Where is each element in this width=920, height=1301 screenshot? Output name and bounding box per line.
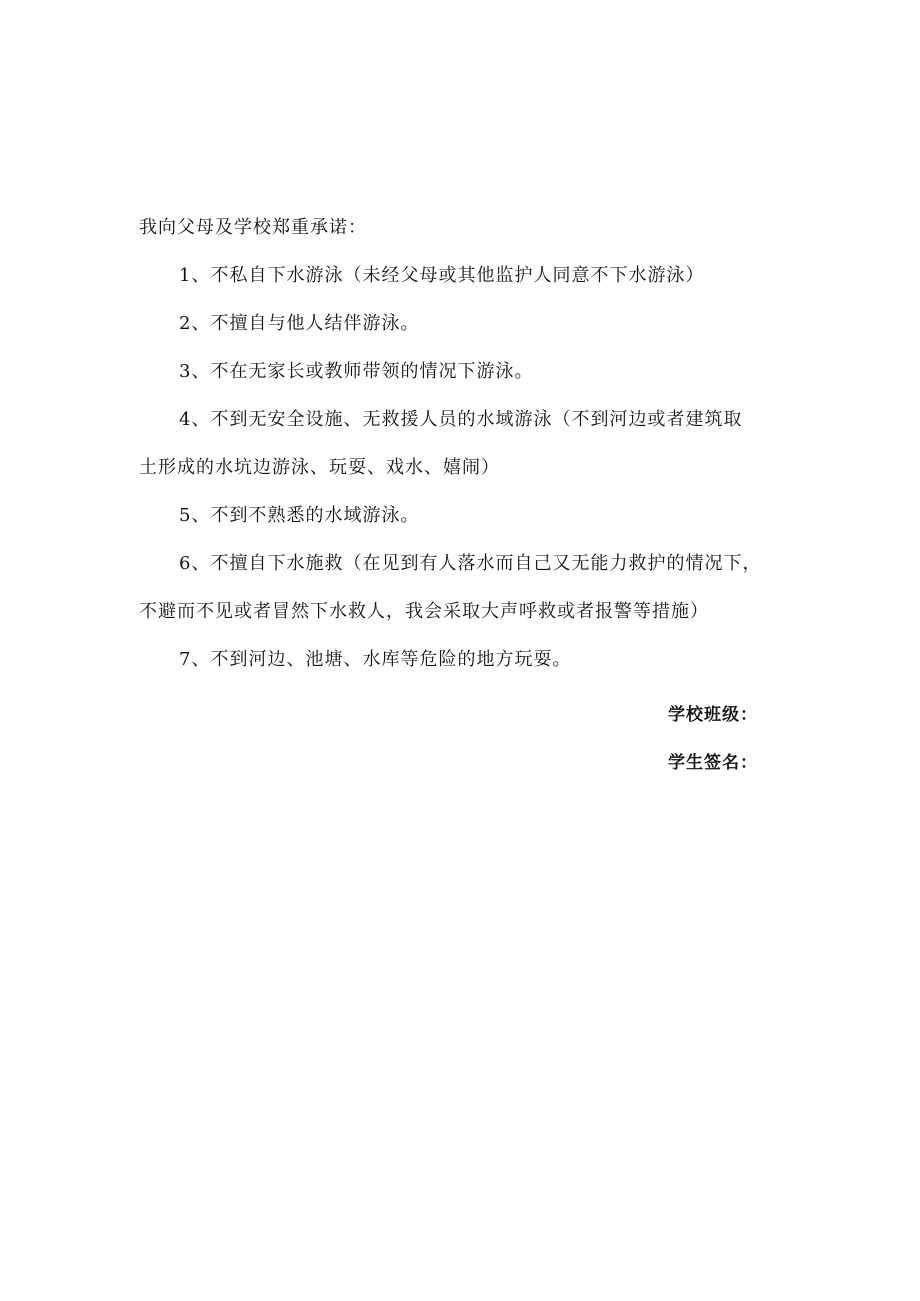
pledge-body [139, 214, 799, 674]
pledge-item-4 [139, 406, 799, 482]
student-signature-row [668, 749, 868, 777]
pledge-item-line: 7、不到河边、池塘、水库等危险的地方玩耍。 [179, 649, 572, 670]
pledge-list [139, 262, 799, 674]
pledge-item-line: 4、不到无安全设施、无救援人员的水域游泳（不到河边或者建筑取 [179, 409, 743, 430]
pledge-item-line: 5、不到不熟悉的水域游泳。 [179, 505, 420, 526]
pledge-item-continuation: 土形成的水坑边游泳、玩耍、戏水、嬉闹） [139, 457, 500, 478]
pledge-item-line: 2、不擅自与他人结伴游泳。 [179, 313, 420, 334]
student-signature-label: 学生签名： [668, 753, 758, 773]
pledge-item-5 [139, 502, 799, 530]
pledge-item-line: 6、不擅自下水施救（在见到有人落水而自己又无能力救护的情况下， [179, 553, 762, 574]
class-row [668, 701, 868, 729]
pledge-intro: 我向父母及学校郑重承诺： [139, 217, 367, 238]
pledge-item-line: 1、不私自下水游泳（未经父母或其他监护人同意不下水游泳） [179, 265, 705, 286]
pledge-item-1 [139, 262, 799, 290]
pledge-item-continuation: 不避而不见或者冒然下水救人，我会采取大声呼救或者报警等措施） [139, 601, 709, 622]
class-label: 学校班级： [668, 705, 758, 725]
pledge-item-7 [139, 646, 799, 674]
signature-block [668, 701, 868, 797]
pledge-item-2 [139, 310, 799, 338]
pledge-item-6 [139, 550, 799, 626]
pledge-item-line: 3、不在无家长或教师带领的情况下游泳。 [179, 361, 534, 382]
pledge-item-3 [139, 358, 799, 386]
